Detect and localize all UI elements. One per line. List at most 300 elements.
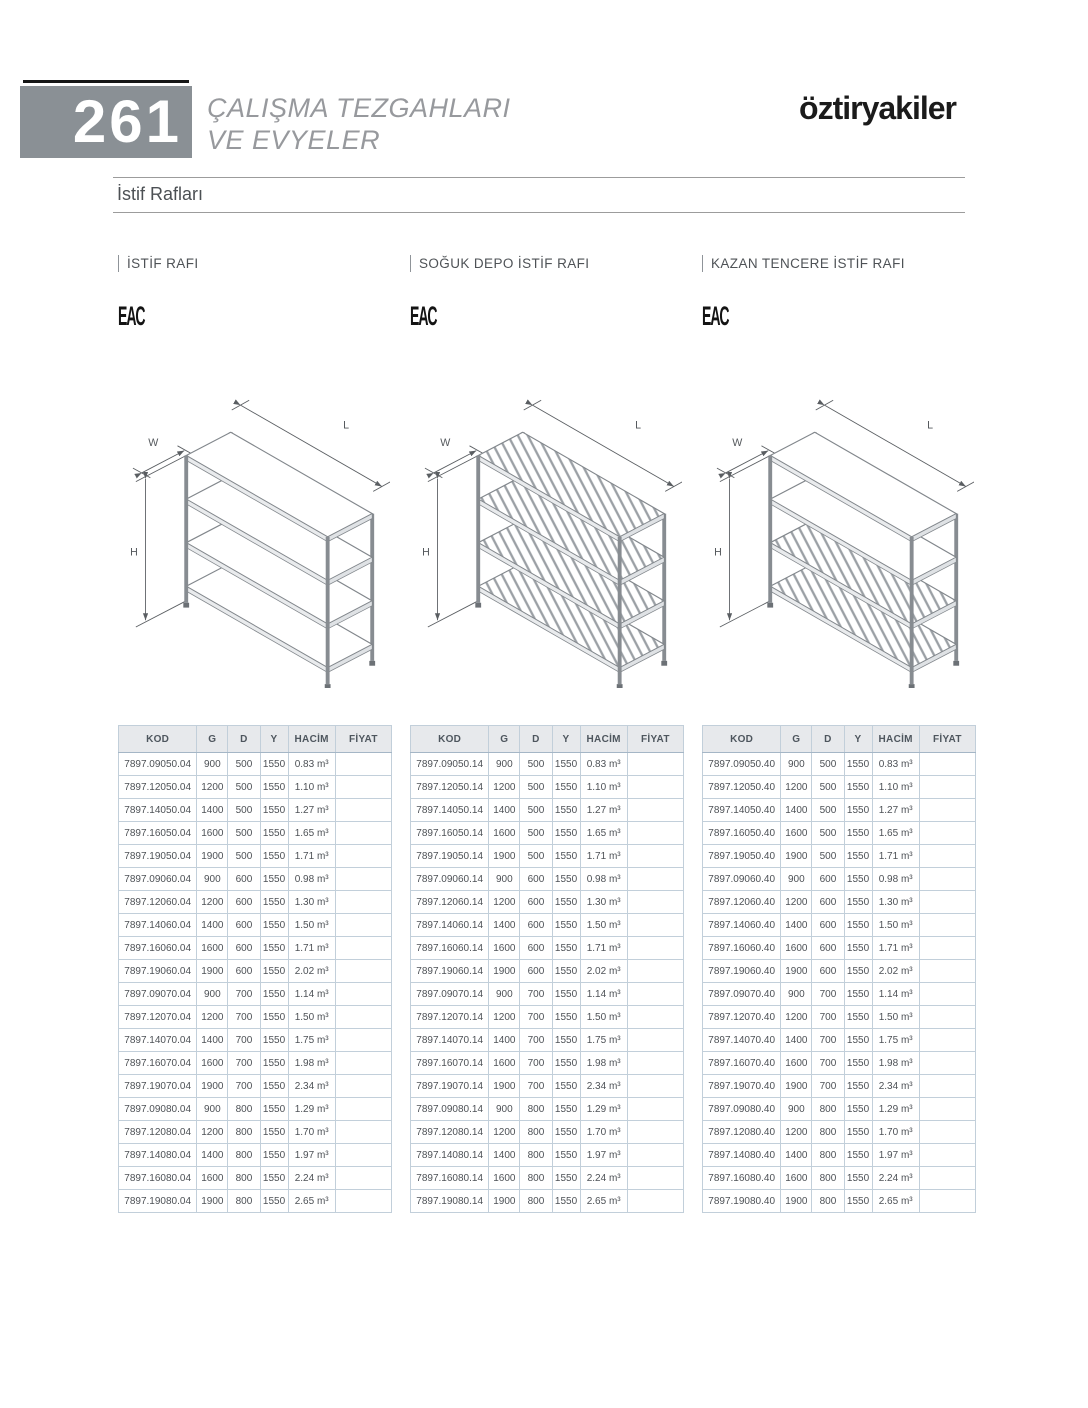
cell-kod: 7897.19050.04 <box>119 845 197 868</box>
cell-kod: 7897.14050.04 <box>119 799 197 822</box>
table-row <box>703 1029 976 1052</box>
table-row <box>119 1029 392 1052</box>
table-row <box>703 914 976 937</box>
cell-d: 700 <box>520 983 552 1006</box>
cell-g: 900 <box>489 868 520 891</box>
cell-kod: 7897.16060.04 <box>119 937 197 960</box>
cell-y: 1550 <box>260 1190 288 1213</box>
cell-y: 1550 <box>552 1006 580 1029</box>
table-row <box>411 1121 684 1144</box>
cell-kod: 7897.14070.14 <box>411 1029 489 1052</box>
cell-y: 1550 <box>844 799 872 822</box>
cell-y: 1550 <box>260 1098 288 1121</box>
cell-kod: 7897.19080.40 <box>703 1190 781 1213</box>
cell-hacim: 1.71 m³ <box>580 845 627 868</box>
table-row <box>411 914 684 937</box>
cell-d: 600 <box>520 937 552 960</box>
cell-fiyat <box>335 1052 391 1075</box>
cell-fiyat <box>919 822 975 845</box>
cell-hacim: 1.30 m³ <box>580 891 627 914</box>
cell-hacim: 0.98 m³ <box>872 868 919 891</box>
cell-hacim: 1.10 m³ <box>580 776 627 799</box>
cell-g: 1400 <box>197 1144 228 1167</box>
cell-kod: 7897.19080.04 <box>119 1190 197 1213</box>
table-row <box>119 960 392 983</box>
cell-hacim: 2.65 m³ <box>580 1190 627 1213</box>
column-header-g: G <box>197 726 228 753</box>
cell-y: 1550 <box>844 960 872 983</box>
cell-fiyat <box>919 1052 975 1075</box>
cell-g: 1900 <box>489 845 520 868</box>
cell-g: 1200 <box>781 1121 812 1144</box>
cell-fiyat <box>627 868 683 891</box>
cell-kod: 7897.12080.40 <box>703 1121 781 1144</box>
cell-kod: 7897.12070.40 <box>703 1006 781 1029</box>
cell-g: 900 <box>197 868 228 891</box>
cell-g: 900 <box>781 1098 812 1121</box>
column-header-kod: KOD <box>703 726 781 753</box>
cell-fiyat <box>335 1075 391 1098</box>
cell-kod: 7897.14060.14 <box>411 914 489 937</box>
cell-hacim: 1.29 m³ <box>288 1098 335 1121</box>
cell-fiyat <box>335 868 391 891</box>
table-row <box>119 799 392 822</box>
table-row <box>703 937 976 960</box>
dimension-label-h: H <box>714 546 722 559</box>
cell-d: 700 <box>812 1006 844 1029</box>
cell-fiyat <box>335 822 391 845</box>
cell-d: 800 <box>812 1121 844 1144</box>
cell-fiyat <box>627 776 683 799</box>
column-header-hacim: HACİM <box>288 726 335 753</box>
dimension-label-l: L <box>927 419 934 432</box>
cell-hacim: 1.29 m³ <box>580 1098 627 1121</box>
cell-y: 1550 <box>260 983 288 1006</box>
table-row <box>703 845 976 868</box>
cell-d: 800 <box>812 1144 844 1167</box>
cell-g: 1600 <box>197 1052 228 1075</box>
cell-d: 500 <box>228 822 260 845</box>
cell-hacim: 1.30 m³ <box>872 891 919 914</box>
cell-fiyat <box>919 914 975 937</box>
table-row <box>119 914 392 937</box>
table-row <box>703 753 976 776</box>
cell-y: 1550 <box>844 1098 872 1121</box>
cell-kod: 7897.09060.04 <box>119 868 197 891</box>
cell-d: 500 <box>520 845 552 868</box>
table-row <box>411 891 684 914</box>
column-header-kod: KOD <box>119 726 197 753</box>
cell-kod: 7897.19060.04 <box>119 960 197 983</box>
cell-g: 1900 <box>781 1075 812 1098</box>
cell-g: 1200 <box>781 776 812 799</box>
cell-g: 1600 <box>489 822 520 845</box>
cell-d: 800 <box>520 1190 552 1213</box>
cell-kod: 7897.12050.40 <box>703 776 781 799</box>
table-row <box>411 868 684 891</box>
cell-y: 1550 <box>552 960 580 983</box>
cell-y: 1550 <box>844 1029 872 1052</box>
table-row <box>703 1006 976 1029</box>
cell-g: 1400 <box>489 1029 520 1052</box>
cell-fiyat <box>919 1075 975 1098</box>
cell-hacim: 0.83 m³ <box>580 753 627 776</box>
cell-y: 1550 <box>260 914 288 937</box>
cell-d: 700 <box>812 1029 844 1052</box>
cell-y: 1550 <box>844 776 872 799</box>
table-row <box>119 822 392 845</box>
column-header-hacim: HACİM <box>580 726 627 753</box>
table-row <box>411 1075 684 1098</box>
cell-g: 1200 <box>197 1006 228 1029</box>
cell-hacim: 1.71 m³ <box>580 937 627 960</box>
cell-y: 1550 <box>552 983 580 1006</box>
dimension-label-w: W <box>440 436 451 449</box>
cell-fiyat <box>919 753 975 776</box>
cell-d: 600 <box>228 937 260 960</box>
table-row <box>703 1144 976 1167</box>
cell-hacim: 1.70 m³ <box>580 1121 627 1144</box>
title-bar-icon <box>410 255 411 272</box>
eac-mark-icon: EAC <box>118 301 145 331</box>
cell-fiyat <box>919 799 975 822</box>
cell-y: 1550 <box>260 1121 288 1144</box>
cell-y: 1550 <box>552 845 580 868</box>
cell-kod: 7897.19070.40 <box>703 1075 781 1098</box>
table-row <box>411 1098 684 1121</box>
cell-d: 600 <box>520 960 552 983</box>
shelf-unit-drawing-slatted <box>412 378 682 688</box>
cell-g: 1200 <box>489 776 520 799</box>
cell-kod: 7897.16050.14 <box>411 822 489 845</box>
cell-y: 1550 <box>844 1144 872 1167</box>
cell-hacim: 2.65 m³ <box>872 1190 919 1213</box>
cell-fiyat <box>627 1029 683 1052</box>
cell-kod: 7897.19060.40 <box>703 960 781 983</box>
cell-g: 1900 <box>197 1190 228 1213</box>
table-row <box>703 822 976 845</box>
cell-hacim: 1.97 m³ <box>872 1144 919 1167</box>
cell-fiyat <box>335 1144 391 1167</box>
cell-kod: 7897.14060.04 <box>119 914 197 937</box>
cell-hacim: 1.98 m³ <box>872 1052 919 1075</box>
cell-y: 1550 <box>844 822 872 845</box>
cell-fiyat <box>335 891 391 914</box>
cell-kod: 7897.16080.40 <box>703 1167 781 1190</box>
cell-hacim: 1.75 m³ <box>580 1029 627 1052</box>
dimension-label-w: W <box>148 436 159 449</box>
table-row <box>703 799 976 822</box>
cell-y: 1550 <box>552 799 580 822</box>
eac-mark-icon: EAC <box>702 301 729 331</box>
cell-y: 1550 <box>552 1144 580 1167</box>
cell-d: 800 <box>228 1144 260 1167</box>
cell-fiyat <box>627 822 683 845</box>
shelf-rack <box>475 432 667 688</box>
table-row <box>703 1121 976 1144</box>
cell-g: 1600 <box>489 1167 520 1190</box>
cell-fiyat <box>627 799 683 822</box>
column-header-y: Y <box>844 726 872 753</box>
cell-hacim: 2.34 m³ <box>580 1075 627 1098</box>
cell-kod: 7897.12050.14 <box>411 776 489 799</box>
cell-hacim: 1.97 m³ <box>288 1144 335 1167</box>
shelf-unit-drawing-mixed <box>704 378 974 688</box>
cell-y: 1550 <box>260 1075 288 1098</box>
cell-d: 500 <box>812 845 844 868</box>
table-row <box>411 1029 684 1052</box>
cell-y: 1550 <box>844 868 872 891</box>
table-row <box>411 1144 684 1167</box>
table-row <box>703 983 976 1006</box>
table-header-row <box>703 726 976 753</box>
cell-d: 600 <box>228 891 260 914</box>
cell-fiyat <box>627 1052 683 1075</box>
cell-hacim: 1.50 m³ <box>872 914 919 937</box>
cell-kod: 7897.14070.40 <box>703 1029 781 1052</box>
cell-g: 1200 <box>197 1121 228 1144</box>
cell-fiyat <box>919 845 975 868</box>
cell-g: 900 <box>489 753 520 776</box>
cell-fiyat <box>919 1098 975 1121</box>
cell-kod: 7897.09050.40 <box>703 753 781 776</box>
cell-g: 1200 <box>781 891 812 914</box>
cell-y: 1550 <box>260 822 288 845</box>
table-row <box>119 891 392 914</box>
cell-kod: 7897.09070.14 <box>411 983 489 1006</box>
cell-y: 1550 <box>844 891 872 914</box>
cell-y: 1550 <box>552 776 580 799</box>
spec-table <box>410 725 684 1213</box>
table-row <box>411 845 684 868</box>
cell-d: 800 <box>520 1098 552 1121</box>
cell-d: 700 <box>228 983 260 1006</box>
cell-d: 600 <box>520 868 552 891</box>
column-header-g: G <box>781 726 812 753</box>
cell-d: 600 <box>520 914 552 937</box>
cell-y: 1550 <box>552 1052 580 1075</box>
cell-fiyat <box>335 937 391 960</box>
cell-d: 500 <box>812 776 844 799</box>
cell-fiyat <box>627 914 683 937</box>
cell-y: 1550 <box>844 1167 872 1190</box>
cell-kod: 7897.14080.40 <box>703 1144 781 1167</box>
cell-y: 1550 <box>260 891 288 914</box>
cell-y: 1550 <box>260 960 288 983</box>
cell-d: 600 <box>812 960 844 983</box>
cell-hacim: 2.24 m³ <box>288 1167 335 1190</box>
cell-kod: 7897.12080.14 <box>411 1121 489 1144</box>
cell-fiyat <box>919 1029 975 1052</box>
cell-fiyat <box>627 891 683 914</box>
cell-g: 1400 <box>489 799 520 822</box>
cell-d: 700 <box>812 983 844 1006</box>
cell-hacim: 2.34 m³ <box>288 1075 335 1098</box>
cell-g: 1600 <box>781 937 812 960</box>
cell-kod: 7897.09080.04 <box>119 1098 197 1121</box>
cell-fiyat <box>919 1006 975 1029</box>
product-title-soguk-depo: SOĞUK DEPO İSTİF RAFI <box>410 255 589 272</box>
cell-hacim: 1.50 m³ <box>872 1006 919 1029</box>
table-row <box>411 822 684 845</box>
cell-d: 600 <box>812 914 844 937</box>
cell-d: 600 <box>812 868 844 891</box>
cell-kod: 7897.09070.04 <box>119 983 197 1006</box>
dimension-label-w: W <box>732 436 743 449</box>
cell-y: 1550 <box>552 868 580 891</box>
product-table-istif-rafi <box>118 725 392 1213</box>
cell-d: 600 <box>228 868 260 891</box>
cell-d: 800 <box>520 1167 552 1190</box>
cell-g: 1400 <box>197 1029 228 1052</box>
cell-fiyat <box>335 983 391 1006</box>
cell-y: 1550 <box>260 1006 288 1029</box>
table-row <box>703 1098 976 1121</box>
cell-hacim: 1.75 m³ <box>872 1029 919 1052</box>
cell-d: 500 <box>520 799 552 822</box>
cell-fiyat <box>627 937 683 960</box>
cell-hacim: 1.27 m³ <box>580 799 627 822</box>
cell-d: 700 <box>228 1052 260 1075</box>
cell-g: 1600 <box>781 1052 812 1075</box>
cell-d: 700 <box>812 1052 844 1075</box>
cell-g: 900 <box>489 983 520 1006</box>
cell-d: 500 <box>228 799 260 822</box>
table-row <box>119 1098 392 1121</box>
cell-d: 800 <box>228 1167 260 1190</box>
cell-hacim: 0.83 m³ <box>872 753 919 776</box>
column-header-fiyat: FİYAT <box>627 726 683 753</box>
cell-g: 1200 <box>489 1121 520 1144</box>
brand-logo: öztiryakiler <box>799 90 956 126</box>
shelf-rack <box>183 432 375 688</box>
cell-kod: 7897.14060.40 <box>703 914 781 937</box>
cell-d: 600 <box>520 891 552 914</box>
cell-d: 800 <box>228 1098 260 1121</box>
cell-g: 1600 <box>489 937 520 960</box>
cell-kod: 7897.09050.14 <box>411 753 489 776</box>
cell-fiyat <box>335 753 391 776</box>
spec-table <box>118 725 392 1213</box>
cell-kod: 7897.12060.14 <box>411 891 489 914</box>
table-header-row <box>119 726 392 753</box>
dimension-label-l: L <box>343 419 350 432</box>
cell-kod: 7897.09060.14 <box>411 868 489 891</box>
cell-g: 1600 <box>781 822 812 845</box>
cell-kod: 7897.16060.14 <box>411 937 489 960</box>
cell-d: 500 <box>520 822 552 845</box>
cell-y: 1550 <box>552 1098 580 1121</box>
table-row <box>411 937 684 960</box>
column-header-d: D <box>228 726 260 753</box>
cell-d: 800 <box>812 1098 844 1121</box>
cell-hacim: 2.34 m³ <box>872 1075 919 1098</box>
cell-kod: 7897.16070.40 <box>703 1052 781 1075</box>
cell-hacim: 1.98 m³ <box>288 1052 335 1075</box>
cell-hacim: 1.50 m³ <box>288 914 335 937</box>
cell-d: 600 <box>228 914 260 937</box>
cell-d: 800 <box>228 1190 260 1213</box>
cell-y: 1550 <box>552 1167 580 1190</box>
cell-y: 1550 <box>260 1052 288 1075</box>
cell-y: 1550 <box>844 914 872 937</box>
cell-g: 900 <box>197 1098 228 1121</box>
cell-kod: 7897.16070.04 <box>119 1052 197 1075</box>
cell-d: 800 <box>228 1121 260 1144</box>
cell-hacim: 2.24 m³ <box>580 1167 627 1190</box>
cell-hacim: 2.02 m³ <box>580 960 627 983</box>
cell-d: 500 <box>228 845 260 868</box>
cell-y: 1550 <box>552 1029 580 1052</box>
table-row <box>411 1190 684 1213</box>
cell-kod: 7897.19080.14 <box>411 1190 489 1213</box>
table-header-row <box>411 726 684 753</box>
cell-g: 1900 <box>489 1075 520 1098</box>
cell-d: 800 <box>812 1190 844 1213</box>
cell-fiyat <box>919 1144 975 1167</box>
table-row <box>703 1190 976 1213</box>
cell-g: 1600 <box>197 822 228 845</box>
cell-g: 900 <box>781 753 812 776</box>
cell-y: 1550 <box>260 1029 288 1052</box>
cell-g: 900 <box>489 1098 520 1121</box>
page-title-line1: ÇALIŞMA TEZGAHLARI <box>207 93 511 123</box>
table-row <box>119 1190 392 1213</box>
cell-g: 1400 <box>489 914 520 937</box>
eac-mark-icon: EAC <box>410 301 437 331</box>
table-row <box>703 960 976 983</box>
page-number: 261 <box>72 88 182 155</box>
cell-hacim: 1.97 m³ <box>580 1144 627 1167</box>
cell-fiyat <box>627 1144 683 1167</box>
cell-y: 1550 <box>552 1075 580 1098</box>
cell-y: 1550 <box>552 1121 580 1144</box>
cell-kod: 7897.12080.04 <box>119 1121 197 1144</box>
cell-hacim: 1.50 m³ <box>580 1006 627 1029</box>
cell-fiyat <box>335 776 391 799</box>
cell-hacim: 1.75 m³ <box>288 1029 335 1052</box>
cell-kod: 7897.16070.14 <box>411 1052 489 1075</box>
cell-fiyat <box>627 1121 683 1144</box>
dimension-label-h: H <box>422 546 430 559</box>
cell-g: 900 <box>781 868 812 891</box>
cell-fiyat <box>335 1167 391 1190</box>
cell-d: 700 <box>520 1052 552 1075</box>
dimension-label-h: H <box>130 546 138 559</box>
cell-y: 1550 <box>844 1052 872 1075</box>
cell-hacim: 1.71 m³ <box>872 845 919 868</box>
table-row <box>119 1052 392 1075</box>
cell-hacim: 1.70 m³ <box>872 1121 919 1144</box>
cell-hacim: 1.65 m³ <box>580 822 627 845</box>
cell-g: 1200 <box>489 891 520 914</box>
cell-d: 700 <box>228 1075 260 1098</box>
cell-y: 1550 <box>552 822 580 845</box>
cell-hacim: 1.14 m³ <box>580 983 627 1006</box>
cell-fiyat <box>335 1098 391 1121</box>
table-row <box>703 776 976 799</box>
product-title-kazan-tencere: KAZAN TENCERE İSTİF RAFI <box>702 255 905 272</box>
table-row <box>119 1121 392 1144</box>
cell-d: 500 <box>812 799 844 822</box>
table-row <box>411 1167 684 1190</box>
table-row <box>703 1167 976 1190</box>
cell-g: 900 <box>781 983 812 1006</box>
cell-fiyat <box>919 1167 975 1190</box>
cell-d: 600 <box>228 960 260 983</box>
cell-hacim: 1.27 m³ <box>288 799 335 822</box>
cell-d: 600 <box>812 891 844 914</box>
